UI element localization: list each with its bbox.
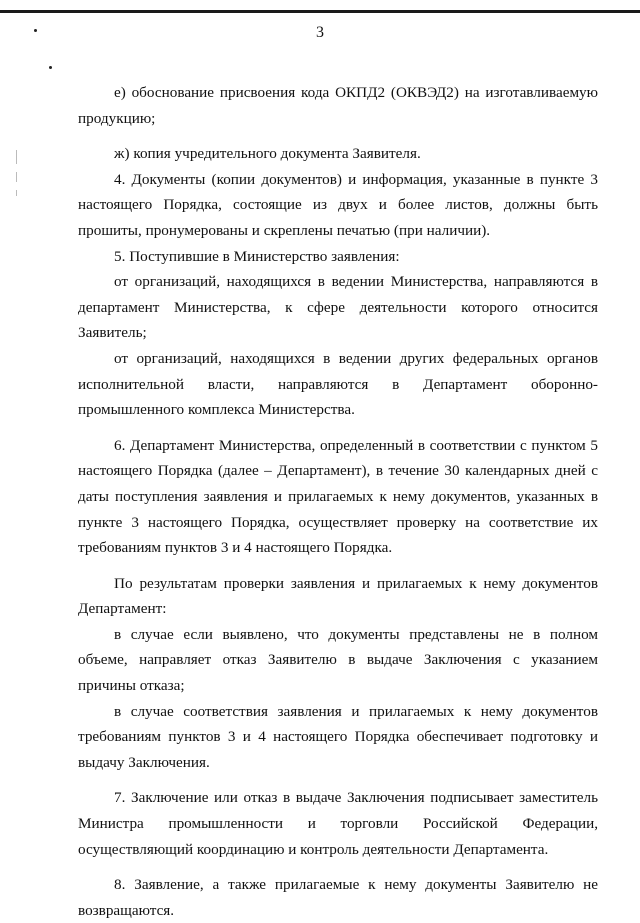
paragraph-clause-5-ministry-orgs: от организаций, находящихся в ведении Министерства, направляются в департамент Министерства, к сфере деятельности которого относится Заявитель; bbox=[78, 273, 598, 342]
paragraph-review-results: По результатам проверки заявления и прилагаемых к нему документов Департамент: bbox=[78, 574, 598, 618]
paragraph-clause-4: 4. Документы (копии документов) и информация, указанные в пункте 3 настоящего Порядка, состоящие из двух и более листов, должны быть прошиты, пронумерованы и скреплены печатью (при наличии). bbox=[78, 170, 598, 239]
paragraph-clause-7: 7. Заключение или отказ в выдаче Заключения подписывает заместитель Министра промышленности и торговли Российской Федерации, осуществляющий координацию и контроль деятельности Департамента. bbox=[78, 789, 598, 858]
scan-artifact-speck bbox=[16, 172, 17, 182]
paragraph-clause-8: 8. Заявление, а также прилагаемые к нему документы Заявителю не возвращаются. bbox=[78, 876, 598, 919]
paragraph-approval-case: в случае соответствия заявления и прилагаемых к нему документов требованиям пунктов 3 и 4 настоящего Порядка обеспечивает подготовку и выдачу Заключения. bbox=[78, 702, 598, 771]
paragraph-clause-5-other-orgs: от организаций, находящихся в ведении других федеральных органов исполнительной власти, направляются в Департамент оборонно-промышленного комплекса Министерства. bbox=[78, 349, 598, 419]
page-number: 3 bbox=[316, 24, 324, 41]
scan-top-border bbox=[0, 10, 640, 13]
scan-artifact-dot bbox=[49, 66, 52, 69]
paragraph-item-e: е) обоснование присвоения кода ОКПД2 (ОКВЭД2) на изготавливаемую продукцию; bbox=[78, 84, 598, 127]
scan-artifact-speck bbox=[16, 150, 17, 164]
paragraph-item-zh: ж) копия учредительного документа Заявителя. bbox=[114, 145, 421, 163]
paragraph-clause-6: 6. Департамент Министерства, определенный в соответствии с пунктом 5 настоящего Порядка (далее – Департамент), в течение 30 календарных дней с даты поступления заявления и прилагаемых к нему документов, указанных в пункте 3 настоящего Порядка, осуществляет проверку на соответствие их требованиям пунктов 3 и 4 настоящего Порядка. bbox=[78, 436, 598, 557]
paragraph-refusal-case: в случае если выявлено, что документы представлены не в полном объеме, направляет отказ Заявителю в выдаче Заключения с указанием причины отказа; bbox=[78, 625, 598, 695]
document-body bbox=[78, 80, 598, 923]
scan-artifact-speck bbox=[16, 190, 17, 196]
paragraph-clause-5: 5. Поступившие в Министерство заявления: bbox=[114, 247, 400, 265]
